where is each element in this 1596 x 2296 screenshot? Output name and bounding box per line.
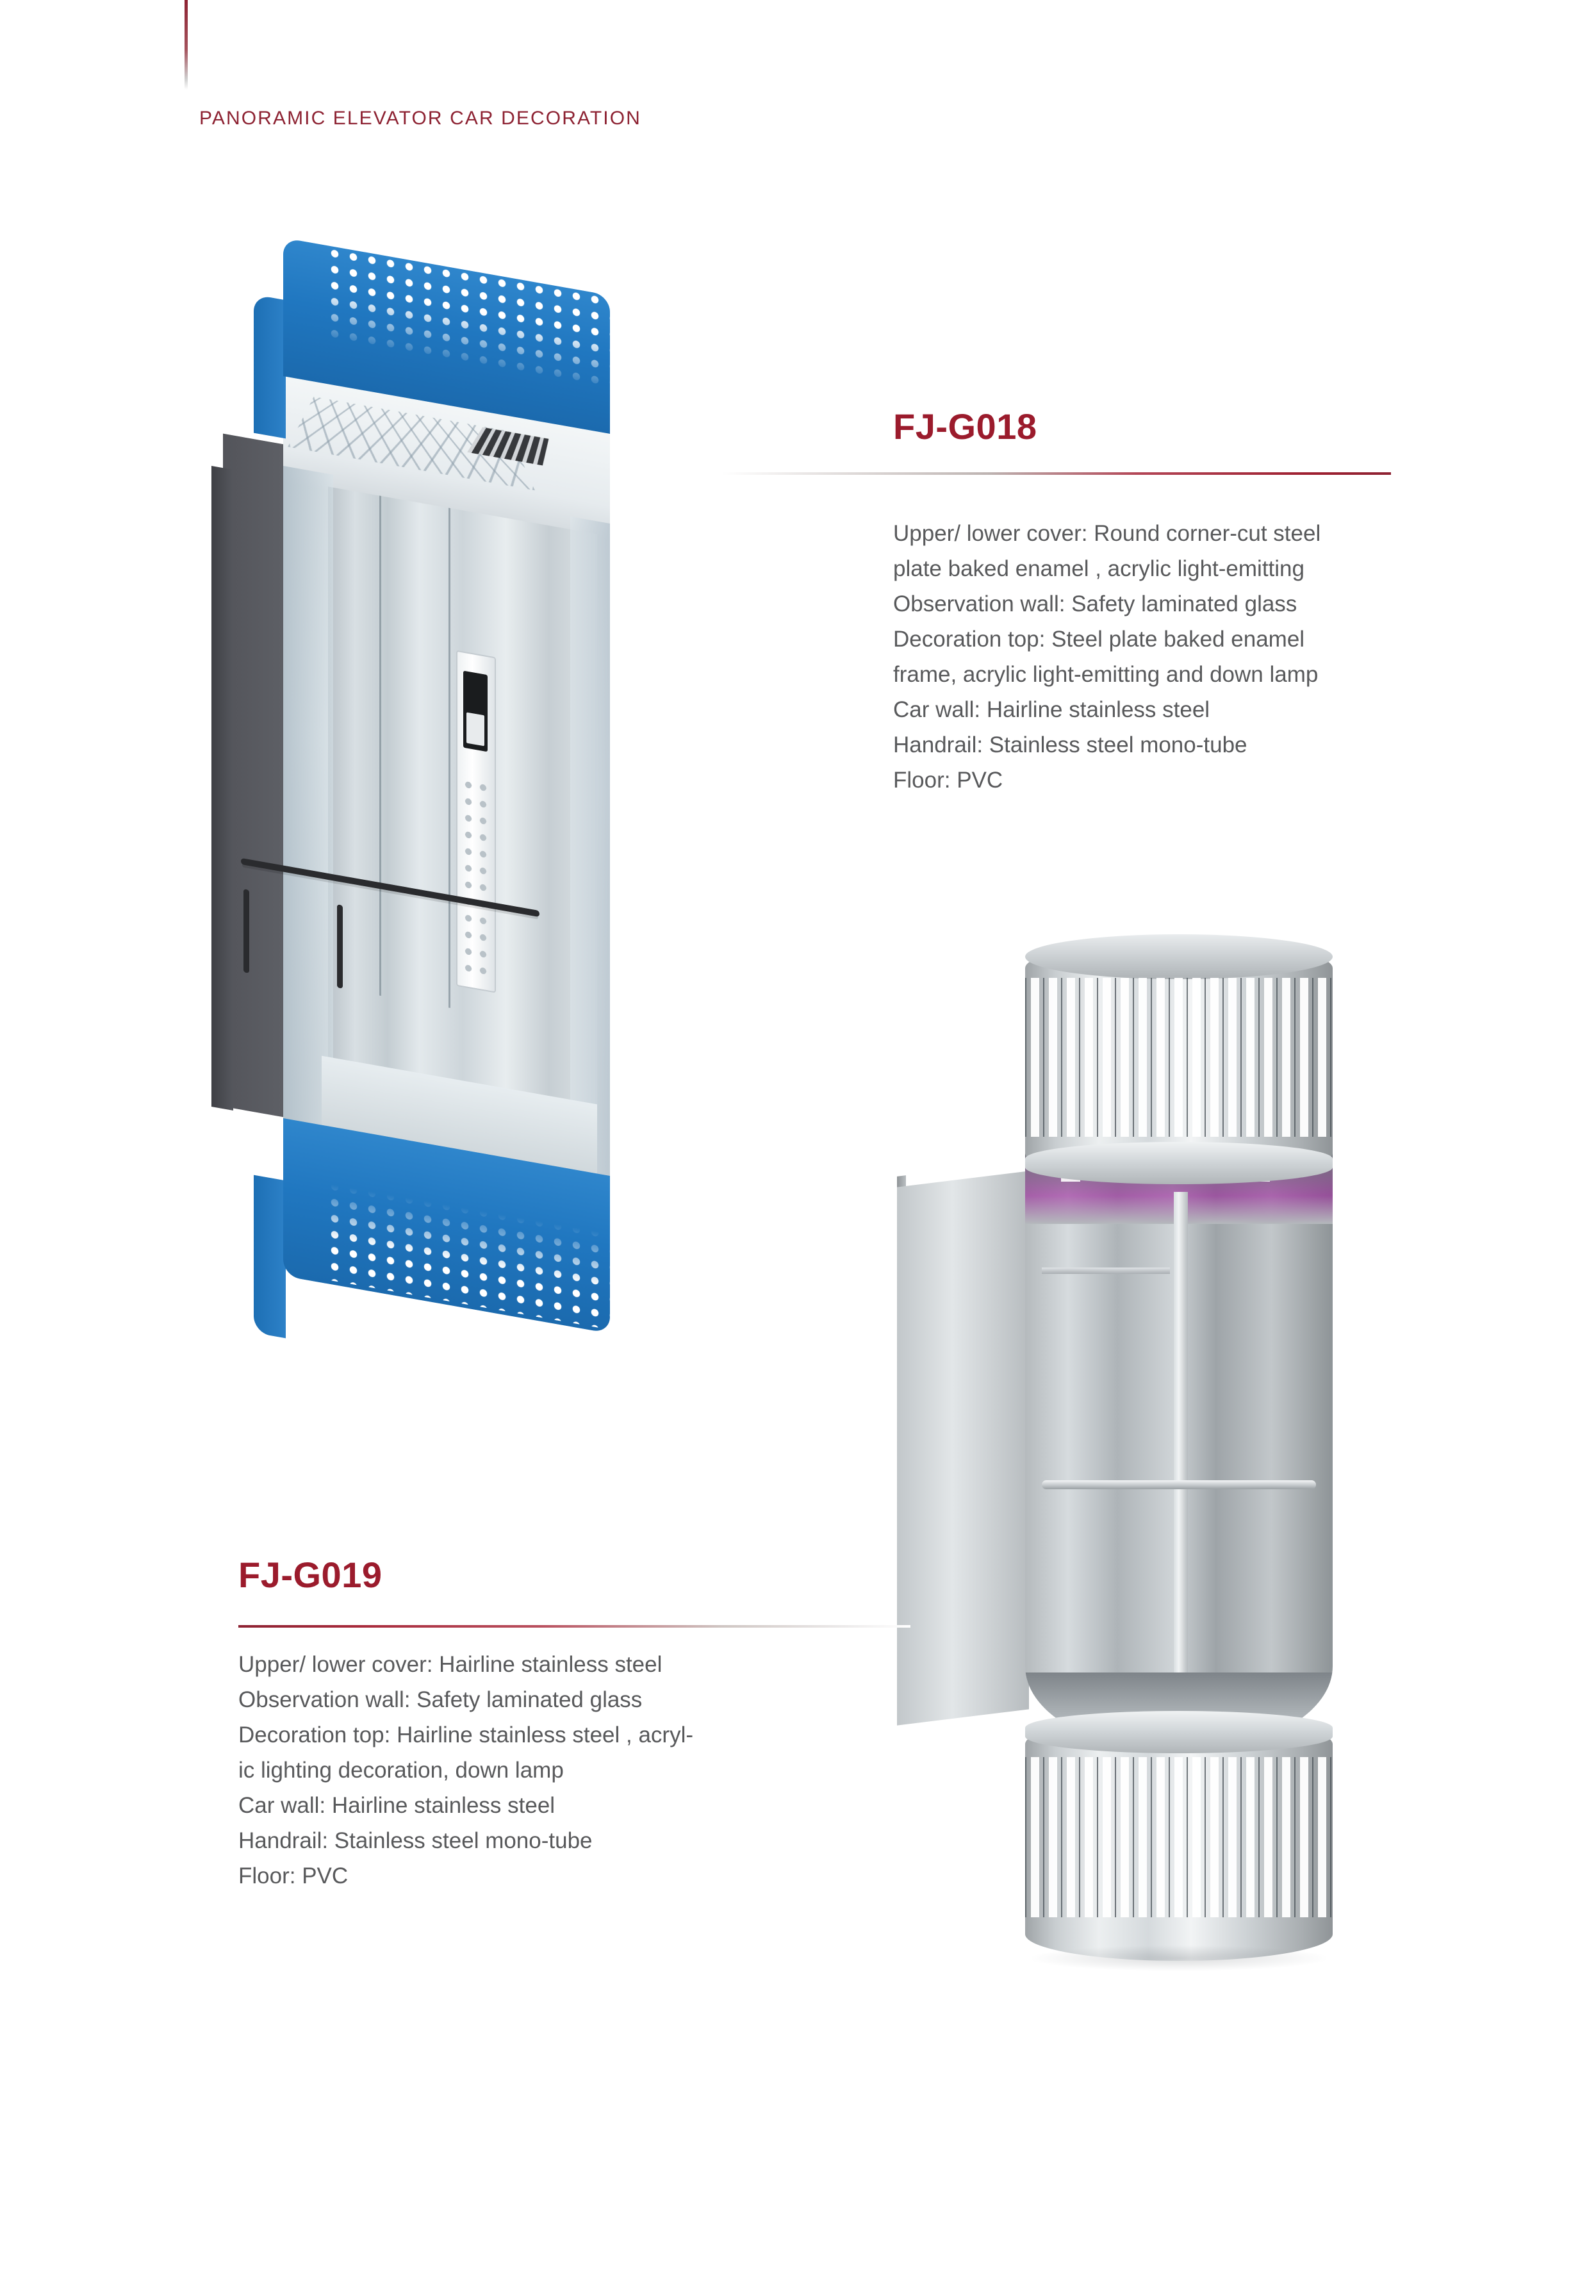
spec-line: Upper/ lower cover: Hairline stainless steel — [238, 1652, 662, 1677]
product-specs-fj-g018 — [893, 516, 1320, 798]
spec-line: Upper/ lower cover: Round corner-cut steel — [893, 521, 1321, 546]
product-title-fj-g018: FJ-G018 — [893, 406, 1037, 447]
car-wall-wing — [897, 1171, 1029, 1725]
handrail-post — [243, 889, 249, 973]
cab-upper-trim — [1042, 1268, 1170, 1274]
spec-line: Car wall: Hairline stainless steel — [893, 697, 1210, 722]
car-body — [283, 370, 610, 1184]
product-specs-fj-g019 — [238, 1647, 693, 1894]
page-kicker: PANORAMIC ELEVATOR CAR DECORATION — [199, 108, 641, 129]
cab-handrail — [1042, 1480, 1316, 1489]
spec-line: Floor: PVC — [238, 1863, 349, 1888]
spec-line: Handrail: Stainless steel mono-tube — [893, 732, 1247, 757]
cop-button-array — [462, 778, 490, 975]
glass-wall-right — [570, 516, 610, 1184]
spec-line: ic lighting decoration, down lamp — [238, 1758, 564, 1783]
product-image-fj-g018 — [211, 276, 686, 1314]
drum-band-lower — [1025, 1711, 1333, 1753]
slat-pattern-upper — [1025, 978, 1333, 1137]
handrail-post — [337, 904, 343, 989]
corner-accent-rule — [185, 0, 188, 90]
spec-line: Floor: PVC — [893, 768, 1003, 793]
spec-line: Observation wall: Safety laminated glass — [238, 1687, 643, 1712]
upper-cover-side — [254, 295, 286, 439]
spec-line: frame, acrylic light-emitting and down lamp — [893, 662, 1319, 687]
lower-cover-side — [254, 1175, 286, 1339]
glass-wall-left — [283, 466, 333, 1135]
cop-display-screen — [463, 671, 488, 752]
slat-pattern-lower — [1025, 1757, 1333, 1917]
product-title-fj-g019: FJ-G019 — [238, 1555, 383, 1595]
product-image-fj-g019 — [897, 923, 1397, 2012]
drum-band-upper — [1025, 1142, 1333, 1184]
car-door-seam — [379, 495, 381, 996]
car-operating-panel — [456, 650, 496, 993]
spec-line: Handrail: Stainless steel mono-tube — [238, 1828, 593, 1853]
spec-line: Decoration top: Hairline stainless steel , acryl- — [238, 1722, 694, 1747]
upper-cover-drum — [1025, 942, 1333, 1179]
title-rule-fj-g019 — [238, 1625, 910, 1628]
spec-line: plate baked enamel , acrylic light-emitting — [893, 556, 1304, 581]
car-door-seam — [448, 508, 450, 1009]
round-car-cab — [1025, 1153, 1333, 1749]
spec-line: Observation wall: Safety laminated glass — [893, 591, 1297, 616]
title-rule-fj-g018 — [721, 472, 1391, 475]
hoistway-face — [211, 466, 233, 1111]
spec-line: Car wall: Hairline stainless steel — [238, 1793, 555, 1818]
drum-cap-top — [1025, 934, 1333, 979]
center-mullion — [1174, 1192, 1188, 1724]
lower-cover-drum — [1025, 1717, 1333, 1961]
ground-shadow — [1032, 1945, 1326, 1971]
spec-line: Decoration top: Steel plate baked enamel — [893, 627, 1305, 652]
